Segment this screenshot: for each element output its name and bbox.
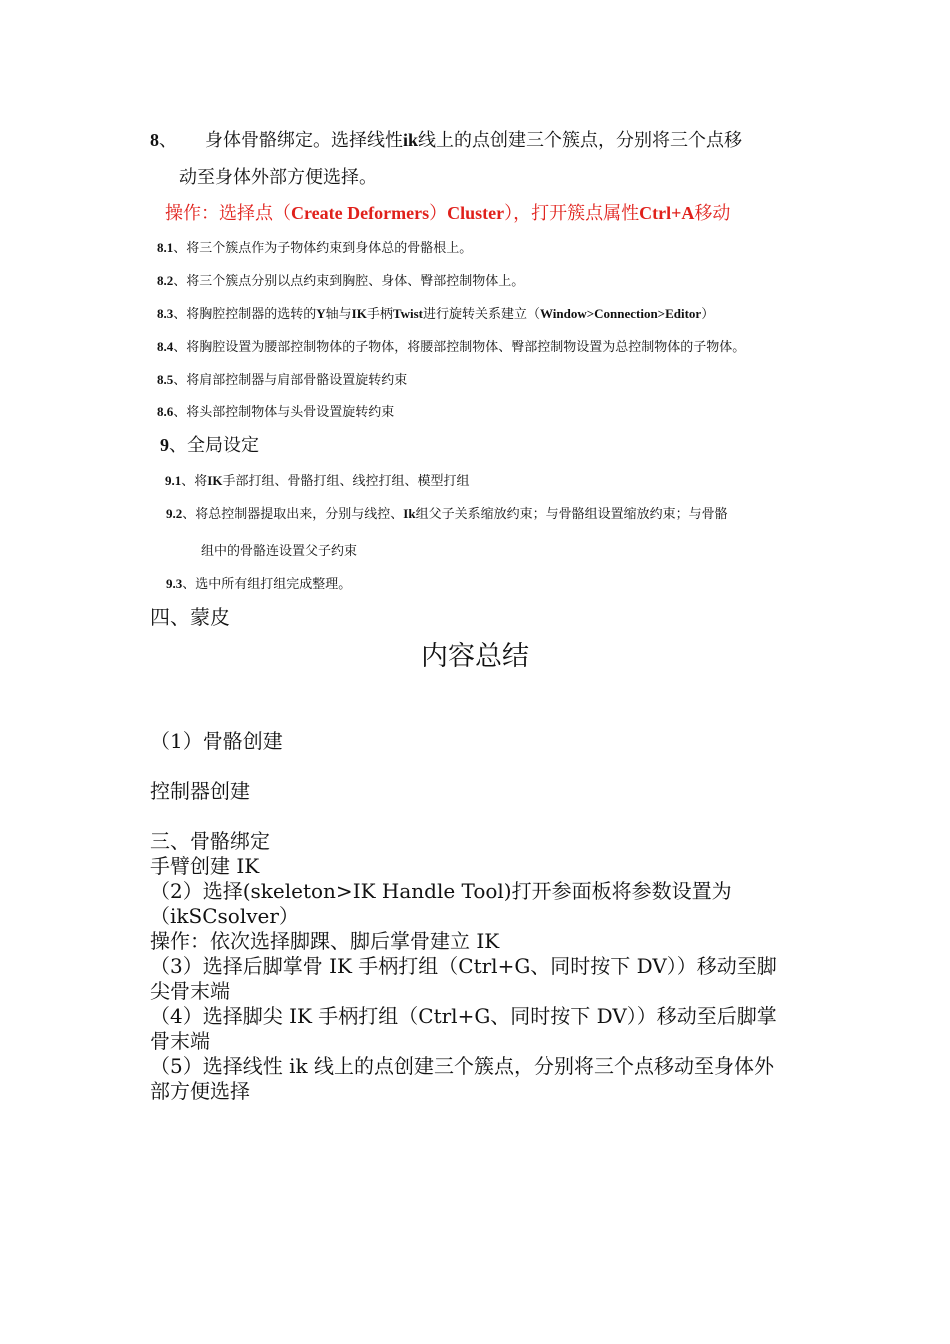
item-8-2 <box>157 270 524 289</box>
step-8-operation <box>165 199 730 225</box>
summary-line-1: （1）骨骼创建 <box>150 729 283 753</box>
op-ctrl-a: Ctrl+A <box>639 203 695 223</box>
step-9-text: 、全局设定 <box>169 435 259 456</box>
op-cluster: Cluster <box>447 203 505 223</box>
step-8-text-1: 身体骨骼绑定。选择线性 <box>205 130 403 151</box>
item-9-1-number: 9.1 <box>165 473 182 488</box>
item-9-1-a: 、将 <box>181 474 208 489</box>
step-8-heading <box>150 126 742 152</box>
item-8-3-y: Y <box>316 306 326 321</box>
item-8-6-number: 8.6 <box>157 404 174 419</box>
item-9-3-number: 9.3 <box>166 576 183 591</box>
item-8-3-e: 手柄 <box>366 307 393 322</box>
item-8-5 <box>157 369 407 388</box>
op-part-e: ），打开簇点属性 <box>504 203 640 224</box>
item-8-5-number: 8.5 <box>157 372 174 387</box>
step-9-number: 9 <box>160 435 169 455</box>
item-8-2-text: 、将三个簇点分别以点约束到胸腔、身体、臀部控制物体上。 <box>173 274 525 289</box>
summary-line-12: （5）选择线性 ik 线上的点创建三个簇点，分别将三个点移动至身体外 <box>150 1054 774 1078</box>
summary-line-8: （3）选择后脚掌骨 IK 手柄打组（Ctrl+G、同时按下 DV））移动至脚 <box>150 954 777 978</box>
step-8-separator: 、 <box>159 130 177 151</box>
item-9-3-text: 、选中所有组打组完成整理。 <box>182 577 352 592</box>
item-8-2-number: 8.2 <box>157 273 174 288</box>
item-9-2-c: 组父子关系缩放约束；与骨骼组设置缩放约束；与骨骼 <box>415 507 728 522</box>
summary-title: 内容总结 <box>421 641 529 672</box>
summary-line-7: 操作：依次选择脚踝、脚后掌骨建立 IK <box>150 929 500 953</box>
op-part-c: ） <box>429 203 448 224</box>
step-8-text-2: 线上的点创建三个簇点，分别将三个点移 <box>418 130 743 151</box>
summary-line-9: 尖骨末端 <box>150 979 230 1003</box>
item-9-2-ik: Ik <box>403 506 416 521</box>
step-8-line-2: 动至身体外部方便选择。 <box>179 167 377 188</box>
item-9-2-number: 9.2 <box>166 506 183 521</box>
op-part-g: 移动 <box>694 203 731 224</box>
item-8-3-g: 进行旋转关系建立（ <box>422 307 540 322</box>
step-9-heading <box>160 431 259 457</box>
item-8-1-number: 8.1 <box>157 240 174 255</box>
summary-line-3: 三、骨骼绑定 <box>150 829 270 853</box>
item-8-4 <box>157 336 745 355</box>
summary-line-13: 部方便选择 <box>150 1079 250 1103</box>
item-8-3-twist: Twist <box>392 306 423 321</box>
item-8-3-a: 、将胸腔控制器的选转的 <box>173 307 317 322</box>
item-8-5-text: 、将肩部控制器与肩部骨骼设置旋转约束 <box>173 373 408 388</box>
item-9-3 <box>166 573 351 592</box>
summary-line-5: （2）选择(skeleton>IK Handle Tool)打开参面板将参数设置为 <box>150 879 732 903</box>
item-8-3-number: 8.3 <box>157 306 174 321</box>
op-part-a: 操作：选择点（ <box>165 203 291 224</box>
item-9-2 <box>166 503 728 522</box>
summary-line-4: 手臂创建 IK <box>150 854 260 878</box>
summary-line-6: （ikSCsolver） <box>150 904 299 928</box>
item-9-1 <box>165 470 469 489</box>
item-9-2-a: 、将总控制器提取出来，分别与线控、 <box>182 507 404 522</box>
section-4-heading: 四、蒙皮 <box>150 605 230 629</box>
item-9-2-line-2: 组中的骨骼连设置父子约束 <box>201 544 358 559</box>
item-9-1-c: 手部打组、骨骼打组、线控打组、模型打组 <box>222 474 470 489</box>
item-8-4-text: 、将胸腔设置为腰部控制物体的子物体，将腰部控制物体、臀部控制物设置为总控制物体的子物体。 <box>173 340 746 355</box>
item-8-3-i: ） <box>701 307 715 322</box>
item-8-3-ik: IK <box>351 306 367 321</box>
step-8-number: 8 <box>150 130 159 150</box>
item-8-3-c: 轴与 <box>325 307 352 322</box>
item-8-6-text: 、将头部控制物体与头骨设置旋转约束 <box>173 405 395 420</box>
item-8-1 <box>157 237 472 256</box>
item-8-4-number: 8.4 <box>157 339 174 354</box>
item-8-3 <box>157 303 714 322</box>
item-9-1-ik: IK <box>207 473 223 488</box>
op-create-deformers: Create Deformers <box>291 203 430 223</box>
summary-line-10: （4）选择脚尖 IK 手柄打组（Ctrl+G、同时按下 DV））移动至后脚掌 <box>150 1004 777 1028</box>
summary-line-11: 骨末端 <box>150 1029 210 1053</box>
item-8-1-text: 、将三个簇点作为子物体约束到身体总的骨骼根上。 <box>173 241 473 256</box>
item-8-6 <box>157 401 394 420</box>
step-8-ik: ik <box>403 130 419 150</box>
item-8-3-window: Window>Connection>Editor <box>539 306 702 321</box>
summary-line-2: 控制器创建 <box>150 779 250 803</box>
